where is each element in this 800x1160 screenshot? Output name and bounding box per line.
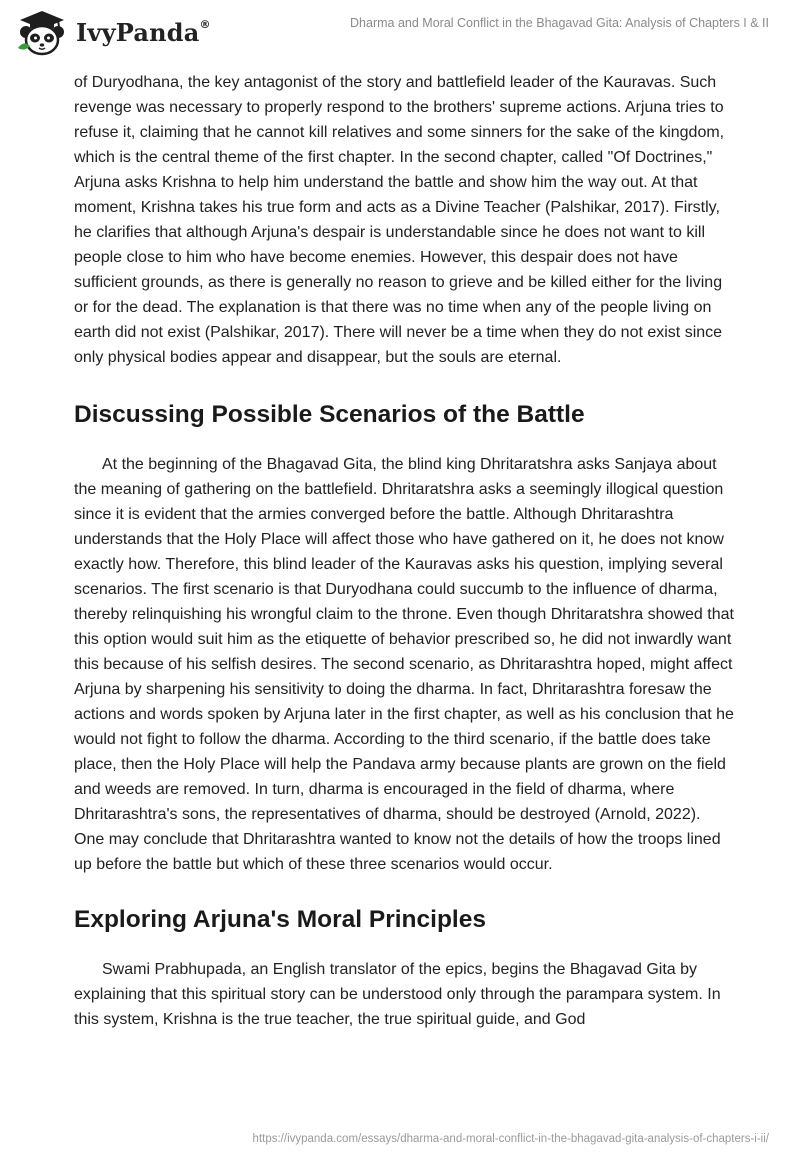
page-header [0, 0, 800, 72]
ivypanda-logo[interactable] [14, 6, 211, 58]
panda-graduate-icon [14, 6, 70, 58]
document-title: Dharma and Moral Conflict in the Bhagavad Gita: Analysis of Chapters I & II [350, 16, 769, 30]
source-url[interactable]: https://ivypanda.com/essays/dharma-and-moral-conflict-in-the-bhagavad-gita-analysis-of-chapters-i-ii/ [252, 1133, 769, 1145]
logo-text: IvyPanda [76, 17, 200, 47]
section-heading-scenarios: Discussing Possible Scenarios of the Battle [74, 401, 585, 428]
paragraph-scenarios: At the beginning of the Bhagavad Gita, the blind king Dhritaratshra asks Sanjaya about the meaning of gathering on the battlefield. Dhritaratshra asks a seemingly illogical question since it is evident that the armies converged before the battle. Although Dhritarashtra understands that the Holy Place will affect those who have gathered on it, he does not know exactly how. Therefore, this blind leader of the Kauravas asks his question, implying several scenarios. The first scenario is that Duryodhana could succumb to the influence of dharma, thereby relinquishing his wrongful claim to the throne. Even though Dhritaratshra showed that this option would suit him as the etiquette of behavior prescribed so, he did not inwardly want this because of his selfish desires. The second scenario, as Dhritarashtra hoped, might affect Arjuna by sharpening his sensitivity to doing the dharma. In fact, Dhritarashtra foresaw the actions and words spoken by Arjuna later in the first chapter, as well as his conclusion that he would not fight to follow the dharma. According to the third scenario, if the battle does take place, then the Holy Place will help the Pandava army because plants are grown on the field and weeds are removed. In turn, dharma is encouraged in the field of dharma, where Dhritarashtra's sons, the representatives of dharma, should be destroyed (Arnold, 2022). One may conclude that Dhritarashtra wanted to know not the details of how the troops lined up before the battle but which of these three scenarios would occur. [74, 456, 734, 873]
paragraph-moral-principles: Swami Prabhupada, an English translator of the epics, begins the Bhagavad Gita by explaining that this spiritual story can be understood only through the parampara system. In this system, Krishna is the true teacher, the true spiritual guide, and God [74, 961, 721, 1028]
section-heading-moral-principles: Exploring Arjuna's Moral Principles [74, 906, 486, 933]
registered-mark: ® [199, 17, 211, 31]
paragraph-continuation: of Duryodhana, the key antagonist of the story and battlefield leader of the Kauravas. Such revenge was necessary to properly respond to the brothers' supreme actions. Arjuna tries to refuse it, claiming that he cannot kill relatives and some sinners for the sake of the kingdom, which is the central theme of the first chapter. In the second chapter, called "Of Doctrines," Arjuna asks Krishna to help him understand the battle and show him the way out. At that moment, Krishna takes his true form and acts as a Divine Teacher (Palshikar, 2017). Firstly, he clarifies that although Arjuna's despair is understandable since he does not want to kill people close to him who have become enemies. However, this despair does not have sufficient grounds, as there is generally no reason to grieve and be killed either for the living or for the dead. The explanation is that there was no time when any of the people living on earth did not exist (Palshikar, 2017). There will never be a time when they do not exist since only physical bodies appear and disappear, but the souls are eternal. [74, 74, 725, 366]
essay-body [74, 70, 734, 1032]
